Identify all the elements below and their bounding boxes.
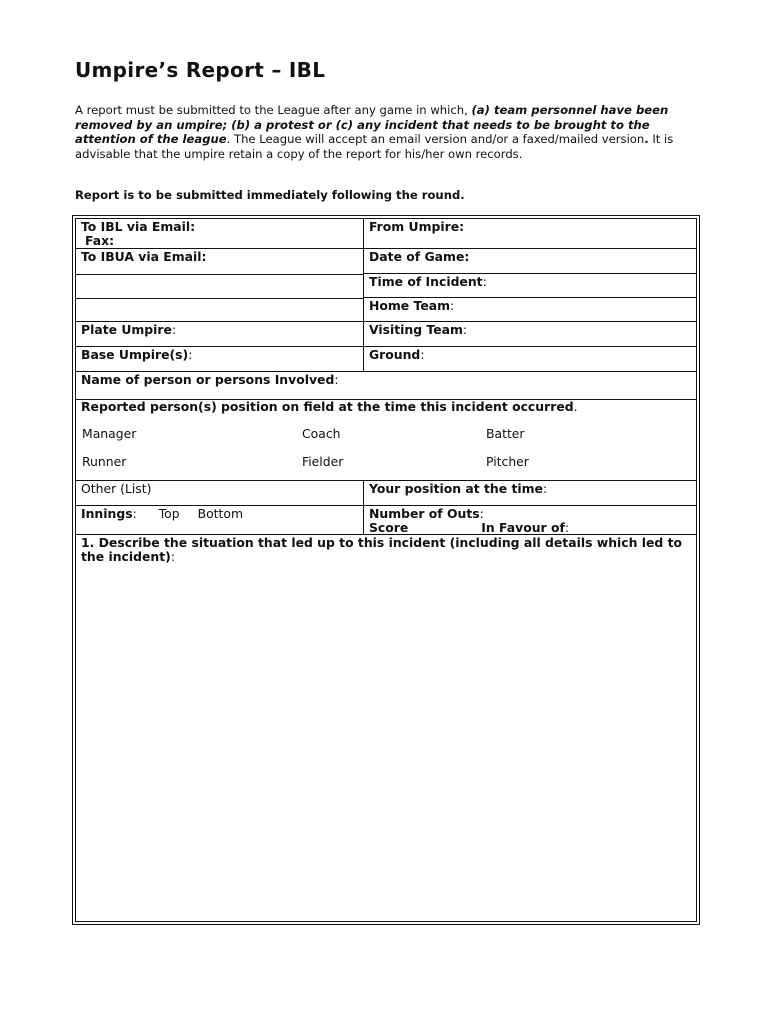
visiting-team-cell[interactable] — [364, 322, 696, 347]
in-favour-of-label: In Favour of — [481, 520, 565, 536]
colon-text: : — [188, 347, 193, 362]
colon-text: : — [420, 347, 425, 362]
reported-position-label: Reported person(s) position on field at the time this incident occurred — [81, 399, 574, 414]
to-ibua-email-label: To IBUA via Email: — [81, 249, 207, 264]
fax-label: Fax: — [85, 233, 115, 249]
from-umpire-cell[interactable] — [364, 219, 696, 249]
intro-text-1: A report must be submitted to the League after any game in which, — [75, 103, 472, 117]
describe-situation-cell[interactable] — [76, 535, 696, 921]
intro-period: . — [644, 132, 649, 147]
persons-involved-cell[interactable] — [76, 372, 696, 400]
page-title: Umpire’s Report – IBL — [75, 58, 326, 82]
report-form-frame — [72, 215, 700, 925]
position-runner[interactable]: Runner — [82, 454, 127, 469]
intro-paragraph — [75, 103, 700, 161]
other-list-cell[interactable] — [76, 481, 364, 506]
other-list-label: Other (List) — [81, 481, 152, 496]
persons-involved-label: Name of person or persons Involved — [81, 372, 335, 387]
reported-position-cell — [76, 400, 696, 481]
position-fielder[interactable]: Fielder — [302, 454, 344, 469]
colon-text: : — [334, 372, 339, 387]
number-of-outs-label: Number of Outs — [369, 506, 480, 521]
date-of-game-cell[interactable] — [364, 249, 696, 274]
your-position-label: Your position at the time — [369, 481, 543, 496]
score-label: Score — [369, 520, 409, 536]
your-position-cell[interactable] — [364, 481, 696, 506]
blank-cell-1[interactable] — [76, 249, 364, 274]
blank-cell-2[interactable] — [76, 298, 364, 322]
intro-text-2: . The League will accept an email version and/or a faxed/mailed version — [226, 132, 645, 147]
plate-umpire-cell[interactable] — [76, 322, 364, 347]
innings-label: Innings — [81, 506, 133, 521]
colon-text: : — [171, 322, 177, 337]
submit-note: Report is to be submitted immediately following the round. — [75, 188, 465, 202]
period-text: . — [573, 399, 578, 414]
colon-text: : — [542, 481, 548, 496]
to-ibl-email-cell[interactable] — [76, 219, 364, 249]
colon-text: : — [482, 274, 487, 289]
position-manager[interactable]: Manager — [82, 426, 137, 441]
innings-cell[interactable] — [76, 506, 364, 535]
position-coach[interactable]: Coach — [302, 426, 341, 441]
innings-bottom[interactable]: Bottom — [197, 506, 244, 521]
from-umpire-label: From Umpire: — [369, 219, 465, 234]
visiting-team-label: Visiting Team — [369, 322, 463, 337]
intro-emphasis: (a) team personnel have been removed by an umpire; (b) a protest or (c) any incident that needs to be brought to the attention of the league — [75, 103, 669, 147]
colon-text: : — [132, 506, 137, 521]
base-umpires-cell[interactable] — [76, 347, 364, 372]
position-pitcher[interactable]: Pitcher — [486, 454, 529, 469]
report-form — [75, 218, 697, 922]
date-of-game-label: Date of Game: — [369, 249, 470, 264]
divider — [76, 274, 364, 275]
intro-text-3: It is advisable that the umpire retain a copy of the report for his/her own records. — [75, 132, 674, 161]
innings-top[interactable]: Top — [158, 506, 180, 521]
colon-text: : — [170, 549, 175, 565]
home-team-label: Home Team — [369, 298, 450, 313]
ground-cell[interactable] — [364, 347, 696, 372]
colon-text: : — [564, 520, 570, 536]
colon-text: : — [462, 322, 468, 337]
colon-text: : — [479, 506, 484, 521]
describe-situation-label: 1. Describe the situation that led up to this incident (including all details which led to the incident) — [81, 535, 683, 565]
base-umpires-label: Base Umpire(s) — [81, 347, 189, 362]
to-ibl-email-label: To IBL via Email: — [81, 219, 196, 234]
position-batter[interactable]: Batter — [486, 426, 525, 441]
plate-umpire-label: Plate Umpire — [81, 322, 172, 337]
colon-text: : — [450, 298, 455, 313]
outs-score-cell[interactable] — [364, 506, 696, 535]
home-team-cell[interactable] — [364, 298, 696, 322]
time-of-incident-cell[interactable] — [364, 274, 696, 298]
time-of-incident-label: Time of Incident — [369, 274, 483, 289]
ground-label: Ground — [369, 347, 421, 362]
